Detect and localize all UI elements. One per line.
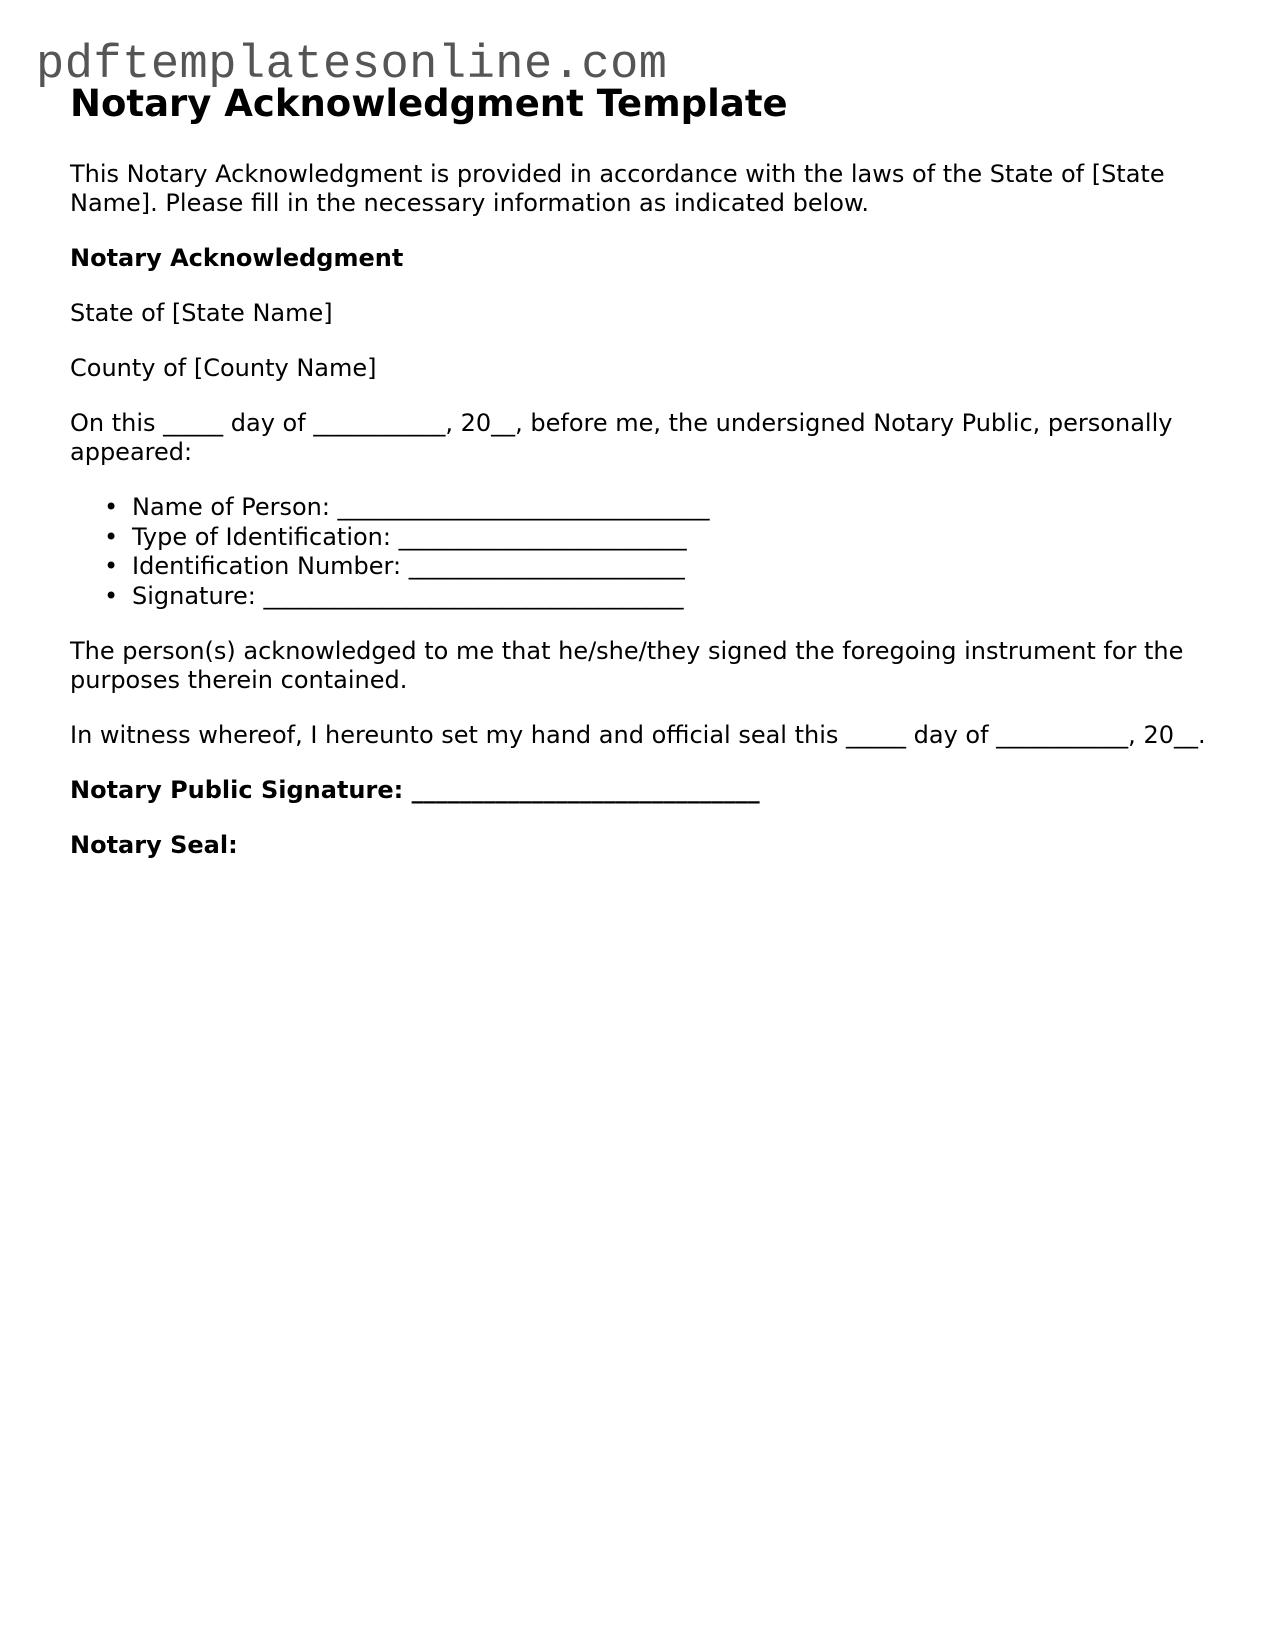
field-identification-number: Identification Number: _______________________ <box>132 552 685 580</box>
list-item <box>104 522 1210 553</box>
list-item <box>104 552 1210 582</box>
list-item <box>104 493 1210 523</box>
acknowledgment-paragraph: The person(s) acknowledged to me that he/she/they signed the foregoing instrument for the purposes therein contained. <box>70 637 1184 694</box>
state-line: State of [State Name] <box>70 299 333 327</box>
field-name-of-person: Name of Person: _______________________________ <box>132 493 710 521</box>
bullet-icon: • <box>104 581 119 610</box>
bullet-icon: • <box>104 493 119 521</box>
section-heading: Notary Acknowledgment <box>70 244 404 272</box>
bullet-icon: • <box>104 552 119 580</box>
watermark: pdftemplatesonline.com <box>36 39 668 92</box>
county-line: County of [County Name] <box>70 354 377 382</box>
document-body <box>70 82 1210 886</box>
field-type-of-identification: Type of Identification: ________________________ <box>132 522 687 551</box>
fields-list <box>70 493 1210 611</box>
field-signature: Signature: ___________________________________ <box>132 581 684 610</box>
intro-paragraph: This Notary Acknowledgment is provided in accordance with the laws of the State of [State Name]. Please fill in the necessary information as indicated below. <box>70 160 1165 217</box>
bullet-icon: • <box>104 522 119 551</box>
notary-signature-line: Notary Public Signature: _____________________________ <box>70 776 760 804</box>
witness-paragraph: In witness whereof, I hereunto set my hand and official seal this _____ day of ___________, 20__. <box>70 721 1206 749</box>
appearance-paragraph: On this _____ day of ___________, 20__, before me, the undersigned Notary Public, personally appeared: <box>70 409 1173 466</box>
list-item <box>104 581 1210 612</box>
notary-seal-label: Notary Seal: <box>70 831 238 859</box>
document-title: Notary Acknowledgment Template <box>70 82 788 125</box>
